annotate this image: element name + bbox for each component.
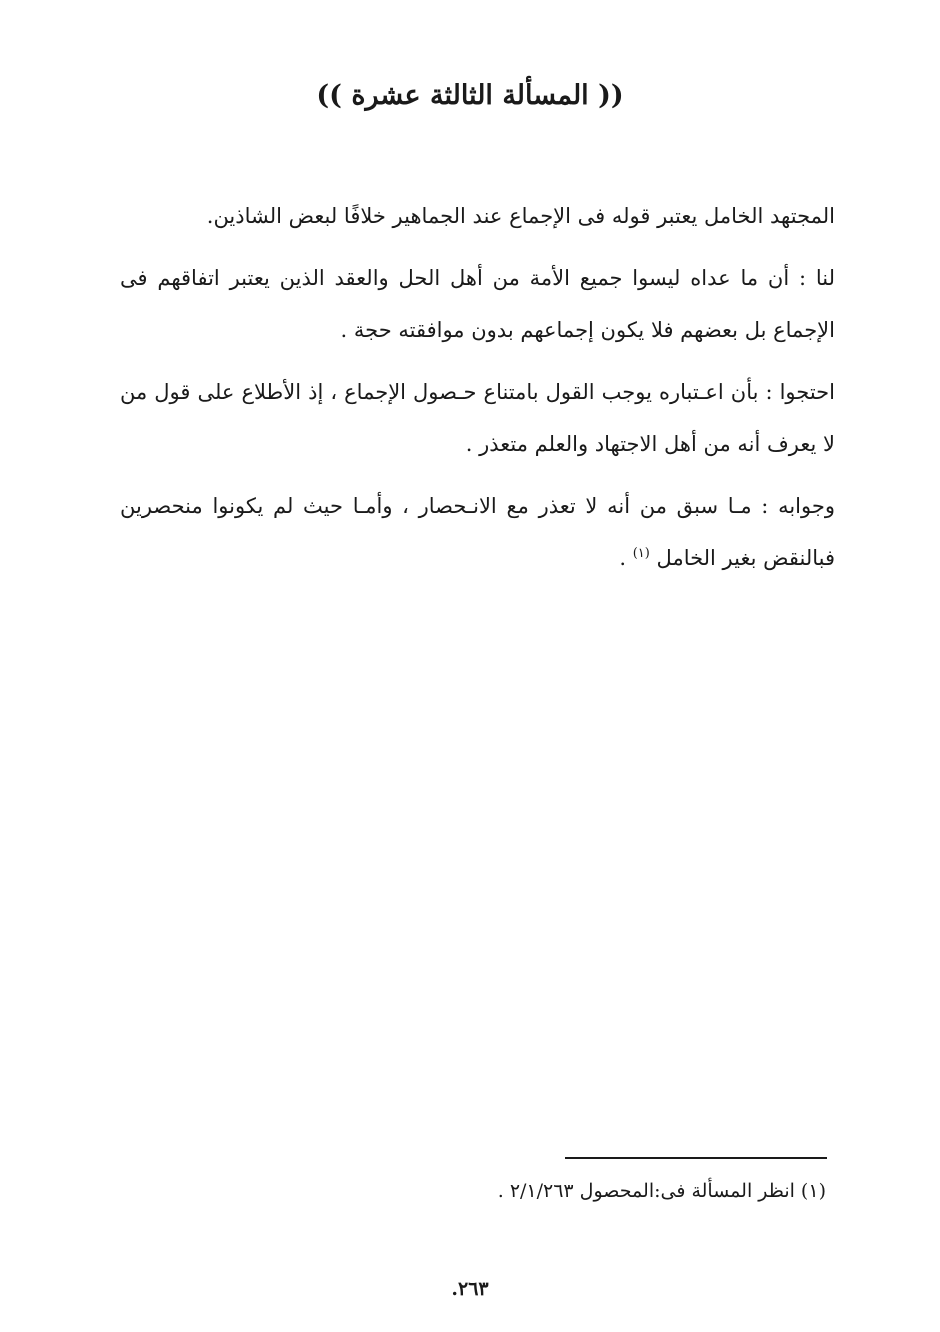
paragraph-3 [120, 366, 835, 470]
footnote: (١) انظر المسألة فى:المحصول ٢/١/٢٦٣ . [497, 1180, 826, 1202]
paragraph-2 [120, 252, 835, 356]
paragraph-2-text: لنا : أن ما عداه ليسوا جميع الأمة من أهل الحل والعقد الذين يعتبر اتفاقهم فى الإجماع بل بعضهم فلا يكون إجماعهم بدون موافقته حجة . [120, 266, 835, 342]
page-number: ٢٦٣. [451, 1278, 489, 1300]
section-title: (( المسألة الثالثة عشرة )) [316, 80, 624, 111]
paragraph-4 [120, 480, 835, 584]
paragraph-1 [120, 190, 835, 242]
footnote-reference: (١) [632, 546, 650, 561]
paragraph-4-text: وجوابه : مـا سبق من أنه لا تعذر مع الانـحصار ، وأمـا حيث لم يكونوا منحصرين فبالنقض بغير الخامل [120, 494, 835, 570]
footnote-divider [565, 1157, 827, 1159]
paragraph-3-text: احتجوا : بأن اعـتباره يوجب القول بامتناع حـصول الإجماع ، إذ الأطلاع على قول من لا يعرف أنه من أهل الاجتهاد والعلم متعذر . [120, 380, 835, 456]
body-text [120, 190, 835, 594]
paragraph-4-tail: . [619, 546, 633, 570]
paragraph-1-text: المجتهد الخامل يعتبر قوله فى الإجماع عند الجماهير خلافًا لبعض الشاذين. [206, 204, 835, 228]
